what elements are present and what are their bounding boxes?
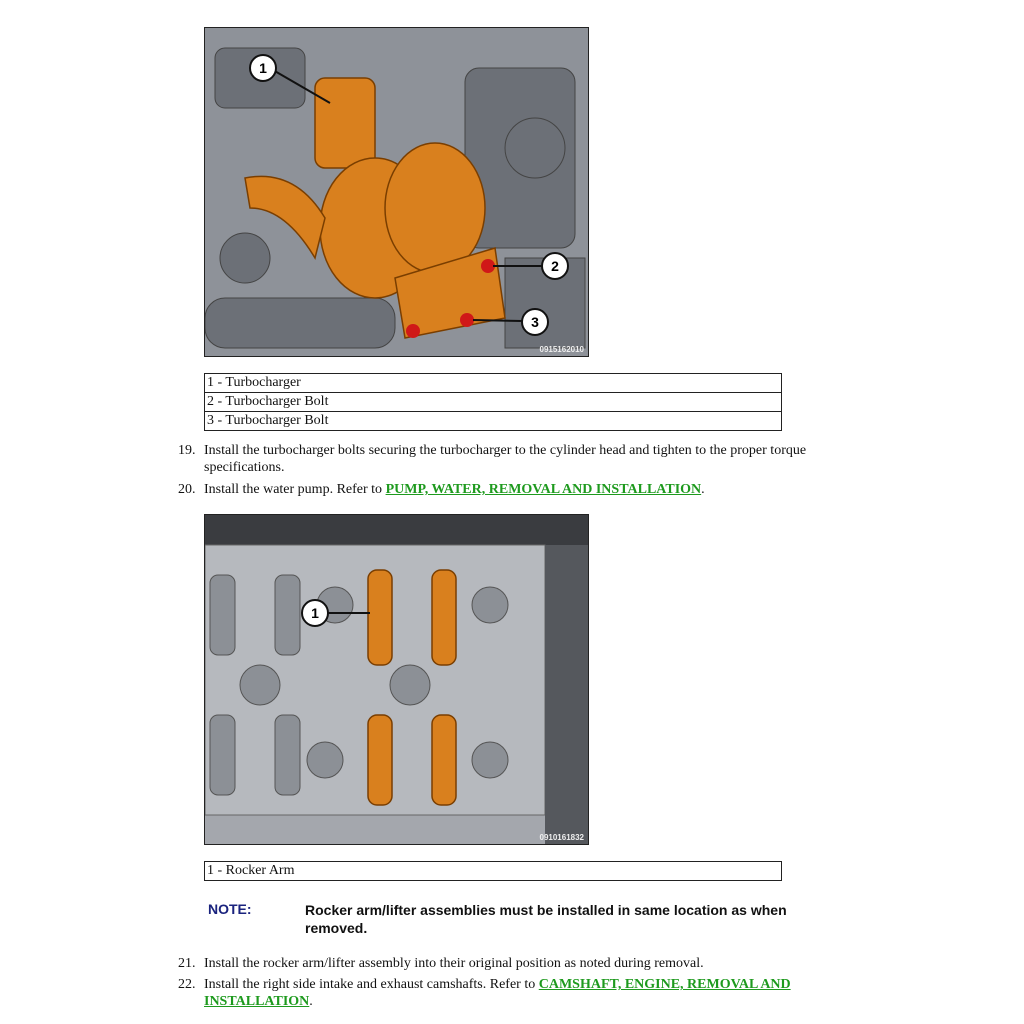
- step-number: 19.: [178, 443, 196, 458]
- turbocharger-figure: [204, 27, 589, 357]
- water-pump-link[interactable]: PUMP, WATER, REMOVAL AND INSTALLATION: [385, 482, 702, 497]
- callout-2: 2: [551, 258, 559, 274]
- step-20: [178, 481, 838, 498]
- legend-item: 1 - Rocker Arm: [205, 862, 782, 881]
- rocker-arm-figure: [204, 514, 589, 845]
- callout-1: 1: [259, 60, 267, 76]
- camshaft-link[interactable]: CAMSHAFT, ENGINE, REMOVAL AND INSTALLATION: [204, 977, 791, 1009]
- note-text: Rocker arm/lifter assemblies must be installed in same location as when removed.: [305, 902, 787, 936]
- figure-id: 0915162010: [539, 345, 584, 354]
- legend-table-1: [204, 373, 782, 431]
- step-19: [178, 442, 838, 475]
- callout-1: 1: [311, 605, 319, 621]
- step-text: Install the turbocharger bolts securing the turbocharger to the cylinder head and tighten to the proper torque specifications.: [204, 443, 807, 475]
- punct: .: [701, 482, 705, 497]
- figure-id: 0910161832: [539, 833, 584, 842]
- step-number: 20.: [178, 482, 196, 497]
- step-text: Install the rocker arm/lifter assembly into their original position as noted during removal.: [204, 956, 704, 971]
- callout-3: 3: [531, 314, 539, 330]
- step-number: 22.: [178, 977, 196, 992]
- step-22: [178, 976, 838, 1009]
- step-text: Install the water pump. Refer to: [204, 482, 386, 497]
- step-text: Install the right side intake and exhaust camshafts. Refer to: [204, 977, 539, 992]
- step-21: [178, 955, 838, 972]
- legend-table-2: [204, 861, 782, 881]
- step-number: 21.: [178, 956, 196, 971]
- legend-item: 2 - Turbocharger Bolt: [205, 393, 782, 412]
- turbocharger-illustration: [205, 28, 588, 356]
- rocker-arm-illustration: [205, 515, 588, 844]
- legend-item: 1 - Turbocharger: [205, 374, 782, 393]
- legend-item: 3 - Turbocharger Bolt: [205, 412, 782, 431]
- note-label: NOTE:: [208, 901, 252, 917]
- punct: .: [309, 994, 313, 1009]
